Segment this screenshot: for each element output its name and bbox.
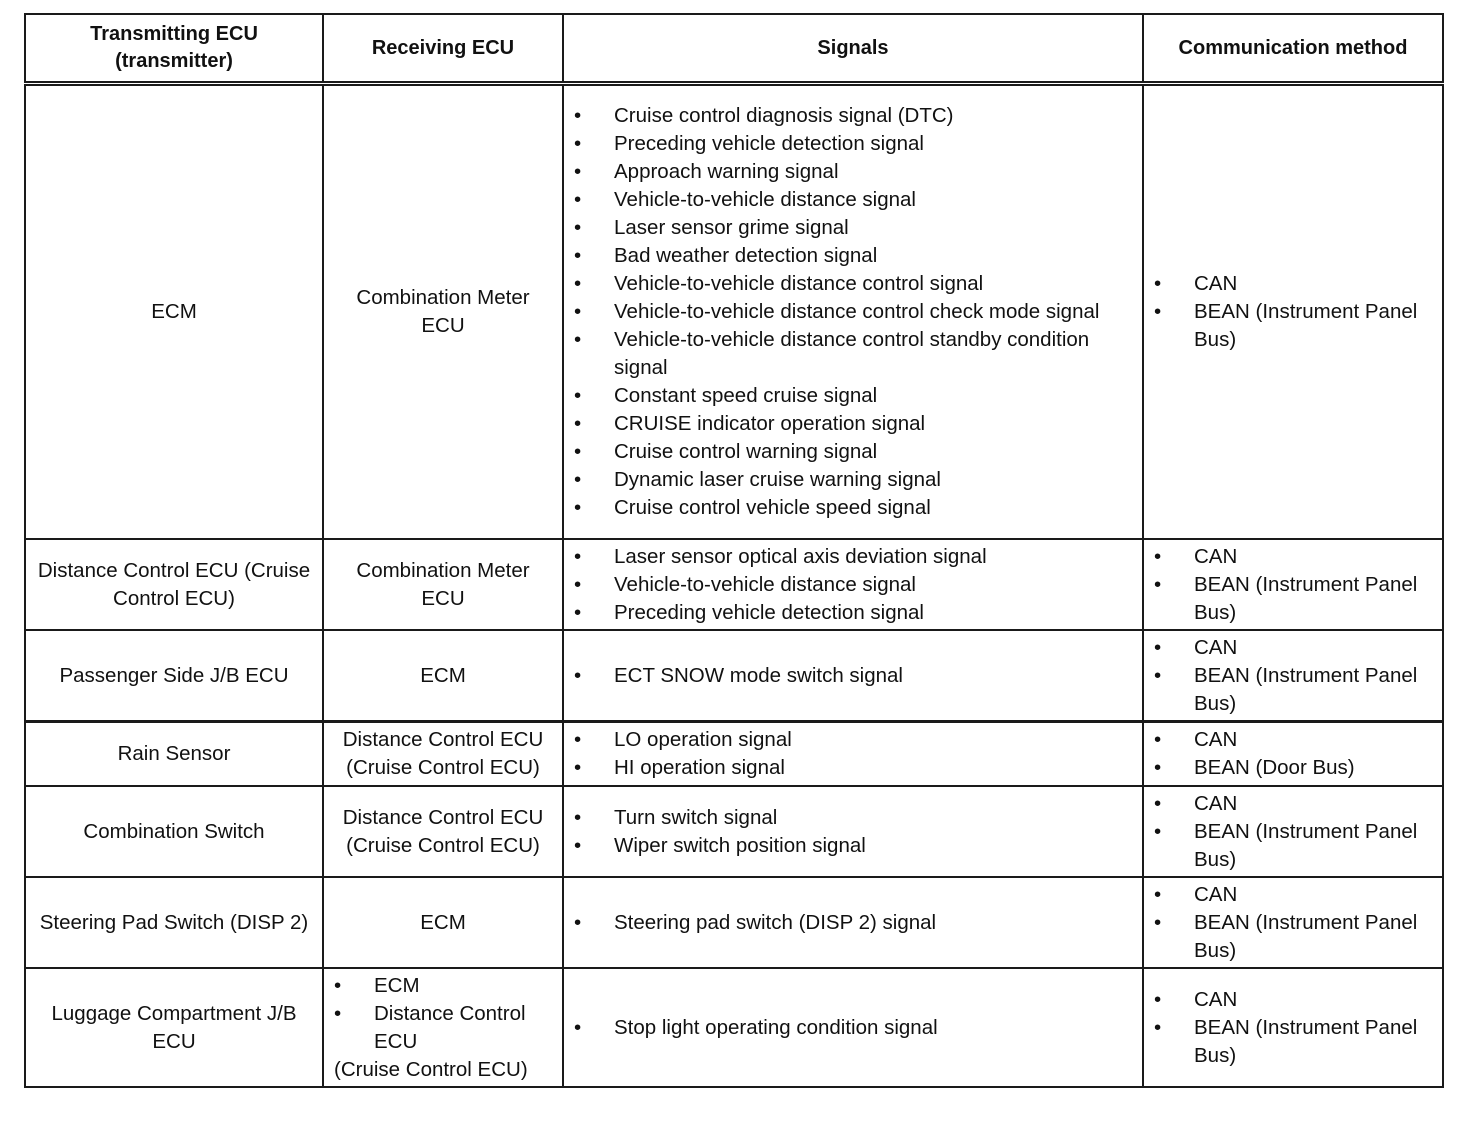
method-item: • CAN <box>1154 634 1432 662</box>
method-item: • CAN <box>1154 986 1432 1014</box>
table-header-row <box>25 14 1443 84</box>
signal-item: • Cruise control diagnosis signal (DTC) <box>574 102 1132 130</box>
transmitting-ecu-cell: Combination Switch <box>25 786 323 877</box>
signals-cell <box>563 84 1143 540</box>
receiving-item: • ECM <box>334 972 552 1000</box>
receiving-note: (Cruise Control ECU) <box>334 1057 528 1081</box>
header-communication-method: Communication method <box>1143 14 1443 84</box>
communication-method-cell <box>1143 877 1443 968</box>
communication-method-cell <box>1143 722 1443 787</box>
signals-cell <box>563 722 1143 787</box>
method-list <box>1154 790 1432 874</box>
header-signals: Signals <box>563 14 1143 84</box>
signals-list <box>574 1014 1132 1042</box>
signal-item: • Vehicle-to-vehicle distance signal <box>574 186 1132 214</box>
signals-list <box>574 662 1132 690</box>
receiving-ecu-cell: Distance Control ECU (Cruise Control ECU) <box>323 786 563 877</box>
receiving-list <box>334 972 552 1056</box>
method-list <box>1154 634 1432 718</box>
method-item: • CAN <box>1154 881 1432 909</box>
method-item: • BEAN (Instrument Panel Bus) <box>1154 909 1432 965</box>
signals-list <box>574 543 1132 627</box>
signal-item: • Vehicle-to-vehicle distance control standby condition signal <box>574 326 1132 382</box>
method-list <box>1154 986 1432 1070</box>
signals-cell <box>563 786 1143 877</box>
receiving-ecu-cell: ECM <box>323 630 563 722</box>
signals-cell <box>563 630 1143 722</box>
method-item: • CAN <box>1154 726 1432 754</box>
receiving-ecu-cell: ECM <box>323 877 563 968</box>
signal-item: • Vehicle-to-vehicle distance signal <box>574 571 1132 599</box>
signals-list <box>574 804 1132 860</box>
method-item: • CAN <box>1154 790 1432 818</box>
table-row <box>25 877 1443 968</box>
receiving-ecu-cell: Combination Meter ECU <box>323 539 563 630</box>
method-item: • CAN <box>1154 543 1432 571</box>
transmitting-ecu-cell: Steering Pad Switch (DISP 2) <box>25 877 323 968</box>
receiving-ecu-cell: Distance Control ECU (Cruise Control ECU) <box>323 722 563 787</box>
communication-method-cell <box>1143 968 1443 1087</box>
header-transmitting-ecu: Transmitting ECU (transmitter) <box>25 14 323 84</box>
signal-item: • Dynamic laser cruise warning signal <box>574 466 1132 494</box>
table-row <box>25 630 1443 722</box>
transmitting-ecu-cell: Distance Control ECU (Cruise Control ECU) <box>25 539 323 630</box>
ecu-communication-table <box>24 13 1444 1088</box>
transmitting-ecu-cell: Rain Sensor <box>25 722 323 787</box>
signal-item: • ECT SNOW mode switch signal <box>574 662 1132 690</box>
method-list <box>1154 270 1432 354</box>
transmitting-ecu-cell: Luggage Compartment J/B ECU <box>25 968 323 1087</box>
communication-method-cell <box>1143 84 1443 540</box>
table-row <box>25 539 1443 630</box>
signals-cell <box>563 968 1143 1087</box>
table-row <box>25 722 1443 787</box>
signal-item: • Stop light operating condition signal <box>574 1014 1132 1042</box>
signals-list <box>574 909 1132 937</box>
signal-item: • Turn switch signal <box>574 804 1132 832</box>
signals-cell <box>563 539 1143 630</box>
method-item: • BEAN (Instrument Panel Bus) <box>1154 1014 1432 1070</box>
signal-item: • Preceding vehicle detection signal <box>574 599 1132 627</box>
signal-item: • Preceding vehicle detection signal <box>574 130 1132 158</box>
table-row <box>25 84 1443 540</box>
signal-item: • Laser sensor grime signal <box>574 214 1132 242</box>
signals-list <box>574 726 1132 782</box>
signal-item: • Laser sensor optical axis deviation signal <box>574 543 1132 571</box>
signals-list <box>574 102 1132 522</box>
method-list <box>1154 726 1432 782</box>
method-list <box>1154 881 1432 965</box>
method-item: • BEAN (Instrument Panel Bus) <box>1154 298 1432 354</box>
method-item: • CAN <box>1154 270 1432 298</box>
header-receiving-ecu: Receiving ECU <box>323 14 563 84</box>
table-row <box>25 786 1443 877</box>
communication-method-cell <box>1143 786 1443 877</box>
communication-method-cell <box>1143 630 1443 722</box>
method-item: • BEAN (Instrument Panel Bus) <box>1154 818 1432 874</box>
method-item: • BEAN (Instrument Panel Bus) <box>1154 662 1432 718</box>
signal-item: • LO operation signal <box>574 726 1132 754</box>
signal-item: • Vehicle-to-vehicle distance control check mode signal <box>574 298 1132 326</box>
receiving-ecu-cell: Combination Meter ECU <box>323 84 563 540</box>
signal-item: • HI operation signal <box>574 754 1132 782</box>
signal-item: • Steering pad switch (DISP 2) signal <box>574 909 1132 937</box>
method-item: • BEAN (Door Bus) <box>1154 754 1432 782</box>
signal-item: • Approach warning signal <box>574 158 1132 186</box>
signal-item: • CRUISE indicator operation signal <box>574 410 1132 438</box>
signal-item: • Vehicle-to-vehicle distance control signal <box>574 270 1132 298</box>
signal-item: • Wiper switch position signal <box>574 832 1132 860</box>
signals-cell <box>563 877 1143 968</box>
table-row <box>25 968 1443 1087</box>
method-list <box>1154 543 1432 627</box>
communication-method-cell <box>1143 539 1443 630</box>
transmitting-ecu-cell: Passenger Side J/B ECU <box>25 630 323 722</box>
signal-item: • Cruise control vehicle speed signal <box>574 494 1132 522</box>
signal-item: • Constant speed cruise signal <box>574 382 1132 410</box>
signal-item: • Bad weather detection signal <box>574 242 1132 270</box>
transmitting-ecu-cell: ECM <box>25 84 323 540</box>
signal-item: • Cruise control warning signal <box>574 438 1132 466</box>
receiving-item: • Distance Control ECU <box>334 1000 552 1056</box>
receiving-ecu-cell <box>323 968 563 1087</box>
method-item: • BEAN (Instrument Panel Bus) <box>1154 571 1432 627</box>
